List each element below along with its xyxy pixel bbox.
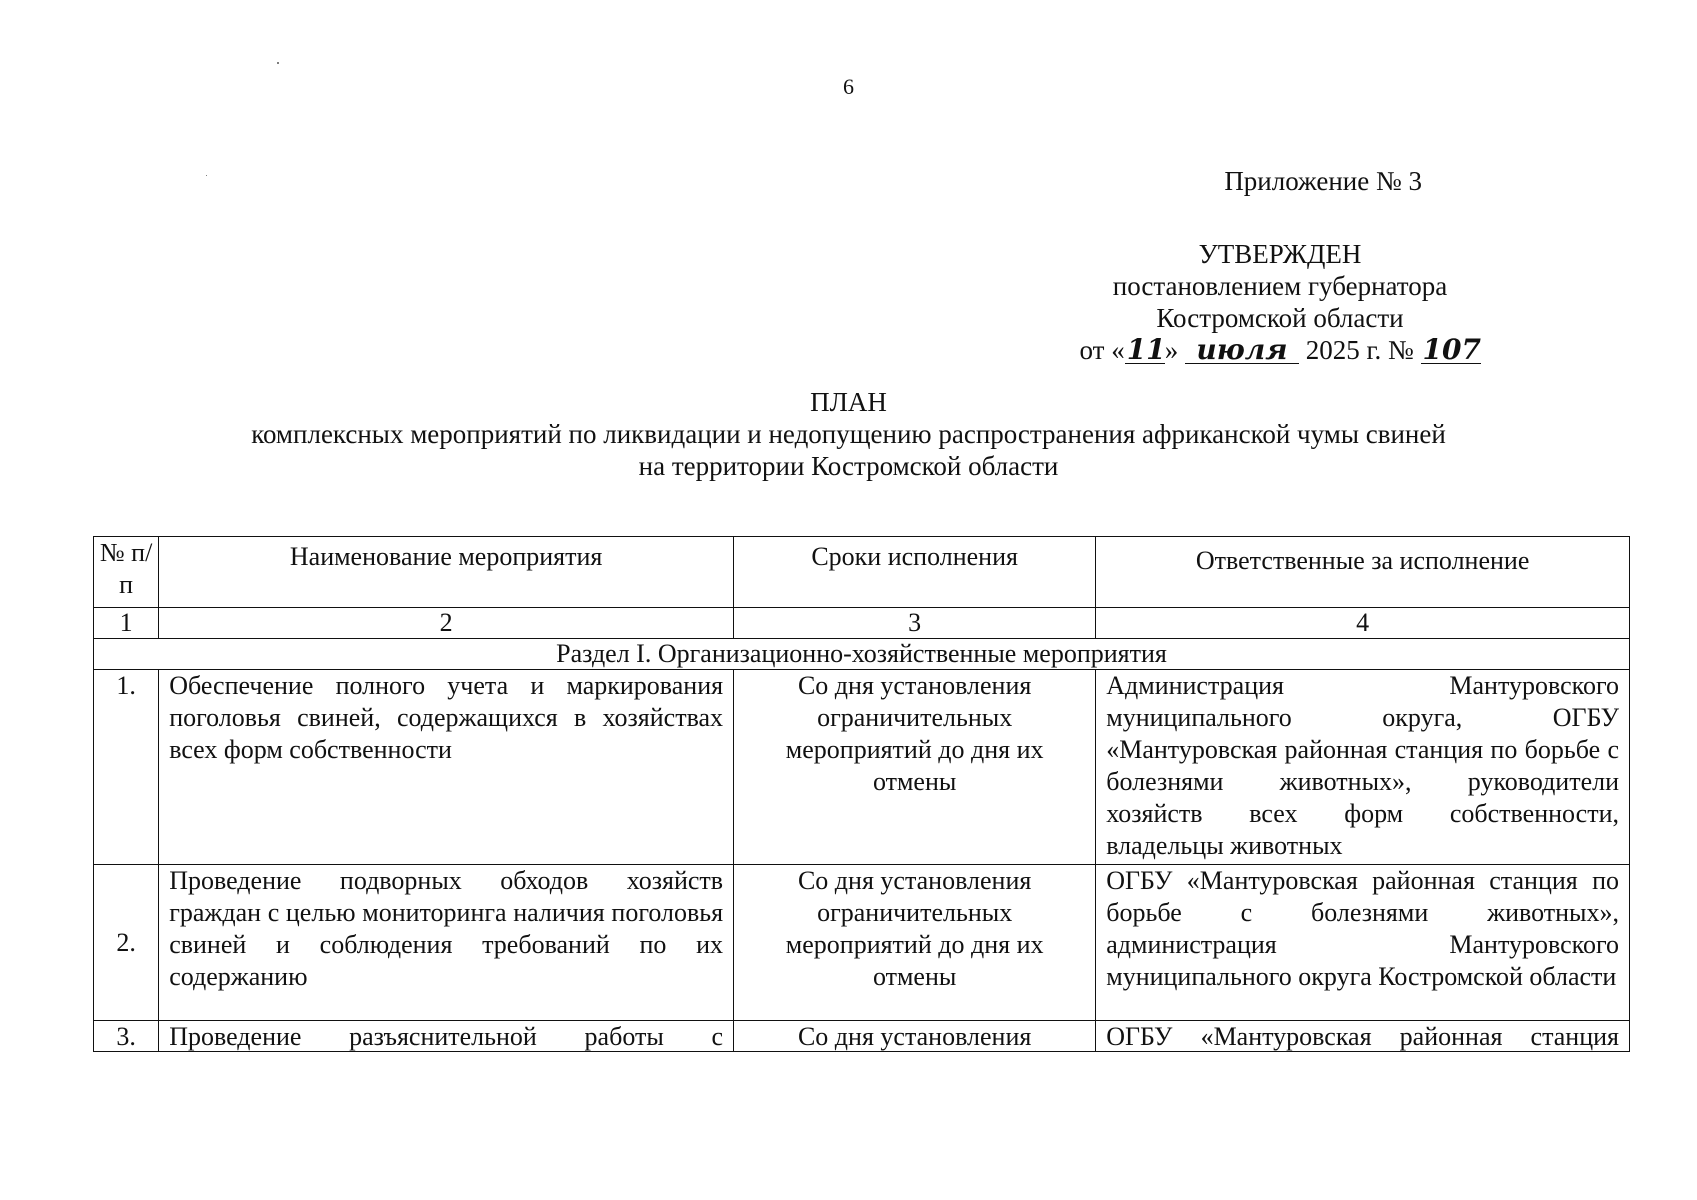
column-number-row <box>94 608 1630 639</box>
section-title: Раздел I. Организационно-хозяйственные мероприятия <box>94 639 1630 670</box>
column-number: 3 <box>734 608 1096 639</box>
plan-subtitle-2: на территории Костромской области <box>638 451 1059 481</box>
table-header-row <box>94 537 1630 608</box>
date-year: 2025 г. № <box>1305 335 1414 365</box>
approval-date-line <box>1060 334 1500 366</box>
row-term <box>734 1021 1096 1052</box>
plan-title: ПЛАН <box>810 387 887 417</box>
approval-title: УТВЕРЖДЕН <box>1198 239 1362 269</box>
row-responsible <box>1096 1021 1630 1052</box>
table-row <box>94 865 1630 1021</box>
section-row <box>94 639 1630 670</box>
plan-table <box>93 536 1630 1052</box>
row-responsible: Администрация Мантуровского муниципального округа, ОГБУ «Мантуровская районная станция по борьбе с болезнями животных», руководители хозяйств всех форм собственности, владельцы животных <box>1096 670 1630 865</box>
header-term: Сроки исполнения <box>734 537 1096 608</box>
row-term: Со дня установления ограничительных мероприятий до дня их отмены <box>734 670 1096 865</box>
row-term-text: Со дня установления <box>797 1022 1032 1051</box>
row-number: 1. <box>94 670 159 865</box>
row-term: Со дня установления ограничительных мероприятий до дня их отмены <box>734 865 1096 1021</box>
table-row <box>94 670 1630 865</box>
row-responsible: ОГБУ «Мантуровская районная станция по борьбе с болезнями животных», администрация Мантуровского муниципального округа Костромской области <box>1096 865 1630 1021</box>
row-responsible-text: ОГБУ «Мантуровская районная станция <box>1106 1022 1619 1051</box>
approval-stamp <box>1060 238 1500 366</box>
column-number: 4 <box>1096 608 1630 639</box>
approval-line1: постановлением губернатора <box>1112 271 1448 301</box>
row-number <box>94 1021 159 1052</box>
date-quote: » <box>1164 335 1179 365</box>
header-name: Наименование мероприятия <box>159 537 734 608</box>
plan-subtitle-1: комплексных мероприятий по ликвидации и недопущению распространения африканской чумы свиней <box>251 419 1446 449</box>
table-row <box>94 1021 1630 1052</box>
handwritten-month: июля <box>1185 337 1299 364</box>
row-number-text: 3. <box>116 1022 136 1051</box>
handwritten-number: 107 <box>1422 333 1481 366</box>
row-name-text: Проведение разъяснительной работы с <box>169 1022 724 1051</box>
row-name: Обеспечение полного учета и маркирования поголовья свиней, содержащихся в хозяйствах всех форм собственности <box>159 670 734 865</box>
scan-speck <box>277 62 279 64</box>
scan-speck <box>206 175 207 176</box>
column-number: 1 <box>94 608 159 639</box>
page-number: 6 <box>843 74 854 99</box>
row-name <box>159 1021 734 1052</box>
row-number: 2. <box>94 865 159 1021</box>
header-num: № п/п <box>94 537 159 608</box>
column-number: 2 <box>159 608 734 639</box>
annex-label: Приложение № 3 <box>1224 166 1422 196</box>
plan-heading <box>0 386 1697 482</box>
handwritten-day: 11 <box>1126 333 1166 366</box>
date-prefix: от « <box>1079 335 1125 365</box>
row-name: Проведение подворных обходов хозяйств граждан с целью мониторинга наличия поголовья свиней и соблюдения требований по их содержанию <box>159 865 734 1021</box>
header-responsible: Ответственные за исполнение <box>1096 537 1630 608</box>
approval-line2: Костромской области <box>1156 303 1404 333</box>
